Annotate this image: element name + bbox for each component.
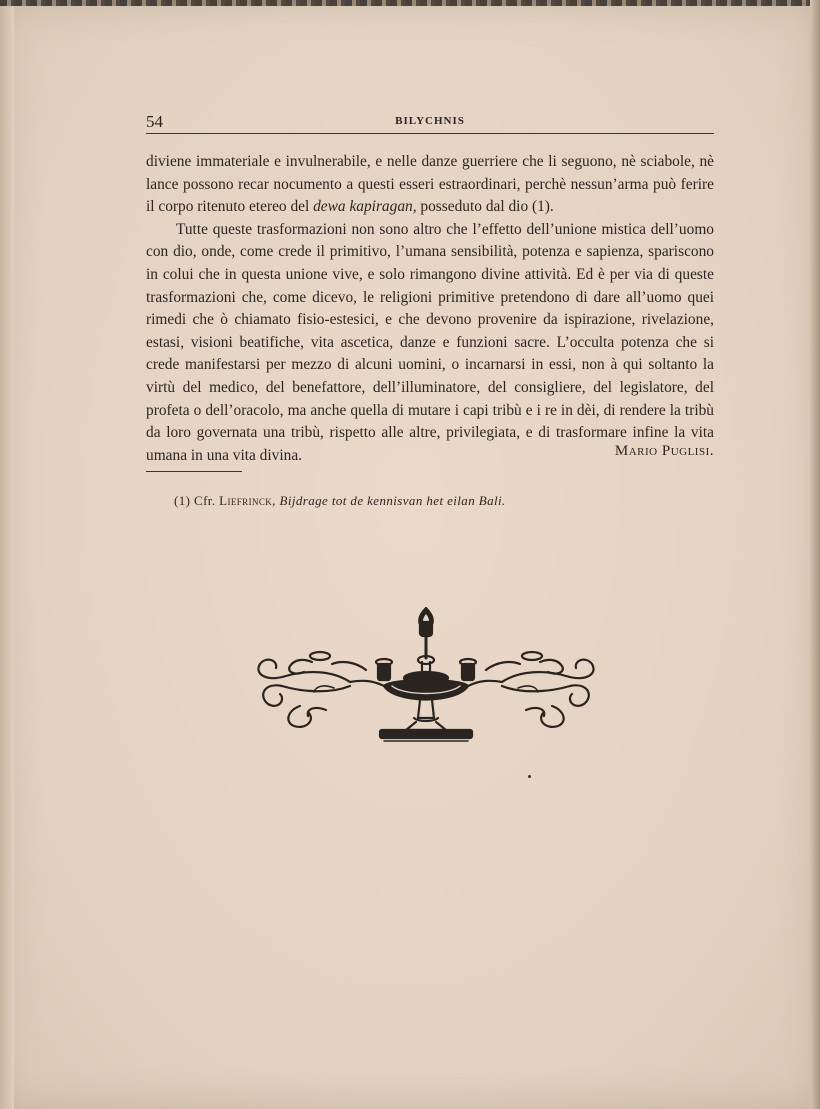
footnote-rule bbox=[146, 471, 242, 472]
page-top-edge bbox=[0, 0, 820, 6]
paragraph-2: Tutte queste trasformazioni non sono altro che l’effetto dell’unione mistica dell’uomo con dio, onde, come crede il primitivo, l’umana sensibilità, potenza e sapienza, spariscono in colui che in questa unione vive, e solo rimangono divine attività. Ed è per via di queste trasformazioni che, come dicevo, le religioni primitive pretendono di dare all’uomo quei rimedi che ò chiamato fisio-estesici, e che devono provenire da ispirazione, rivelazione, estasi, visioni beatifiche, vita ascetica, danze e funzioni sacre. L’occulta potenza che si crede manifestarsi per mezzo di alcuni uomini, o incarnarsi in essi, non à qui soltanto la virtù del medico, del benefattore, dell’illuminatore, del consigliere, del legislatore, del profeta o dell’oracolo, ma anche quella di mutare i capi tribù e i re in dèi, di rendere la tribù da loro governata una tribù, rispetto alle altre, privilegiata, e di trasformare infine la vita umana in una vita divina. bbox=[146, 220, 714, 464]
paragraph-1 bbox=[146, 151, 714, 219]
footnote bbox=[174, 493, 506, 509]
paragraph-1-text: diviene immateriale e invulnerabile, e nelle danze guerriere che li seguono, nè sciabole, nè lance possono recar nocumento a questi esseri estraordinari, perchè nessun’arma può ferire il corpo ritenuto etereo del bbox=[146, 153, 714, 216]
footnote-author: Liefrinck, bbox=[219, 493, 276, 508]
page-number: 54 bbox=[146, 112, 163, 131]
ink-speck bbox=[528, 775, 531, 778]
footnote-title: Bijdrage tot de kennisvan het eilan Bali. bbox=[279, 493, 506, 508]
page-right-edge bbox=[810, 0, 820, 1109]
paragraph-1-end: posseduto dal dio (1). bbox=[416, 198, 554, 216]
journal-title: BILYCHNIS bbox=[395, 115, 465, 127]
body-text bbox=[146, 151, 714, 467]
page-left-edge bbox=[0, 0, 14, 1109]
oil-lamp-with-scrolls-icon bbox=[246, 600, 606, 750]
author-signature: Mario Puglisi. bbox=[614, 443, 714, 459]
footnote-marker: (1) Cfr. bbox=[174, 493, 216, 508]
header-rule bbox=[146, 133, 714, 134]
italic-term: dewa kapiragan, bbox=[313, 198, 417, 216]
